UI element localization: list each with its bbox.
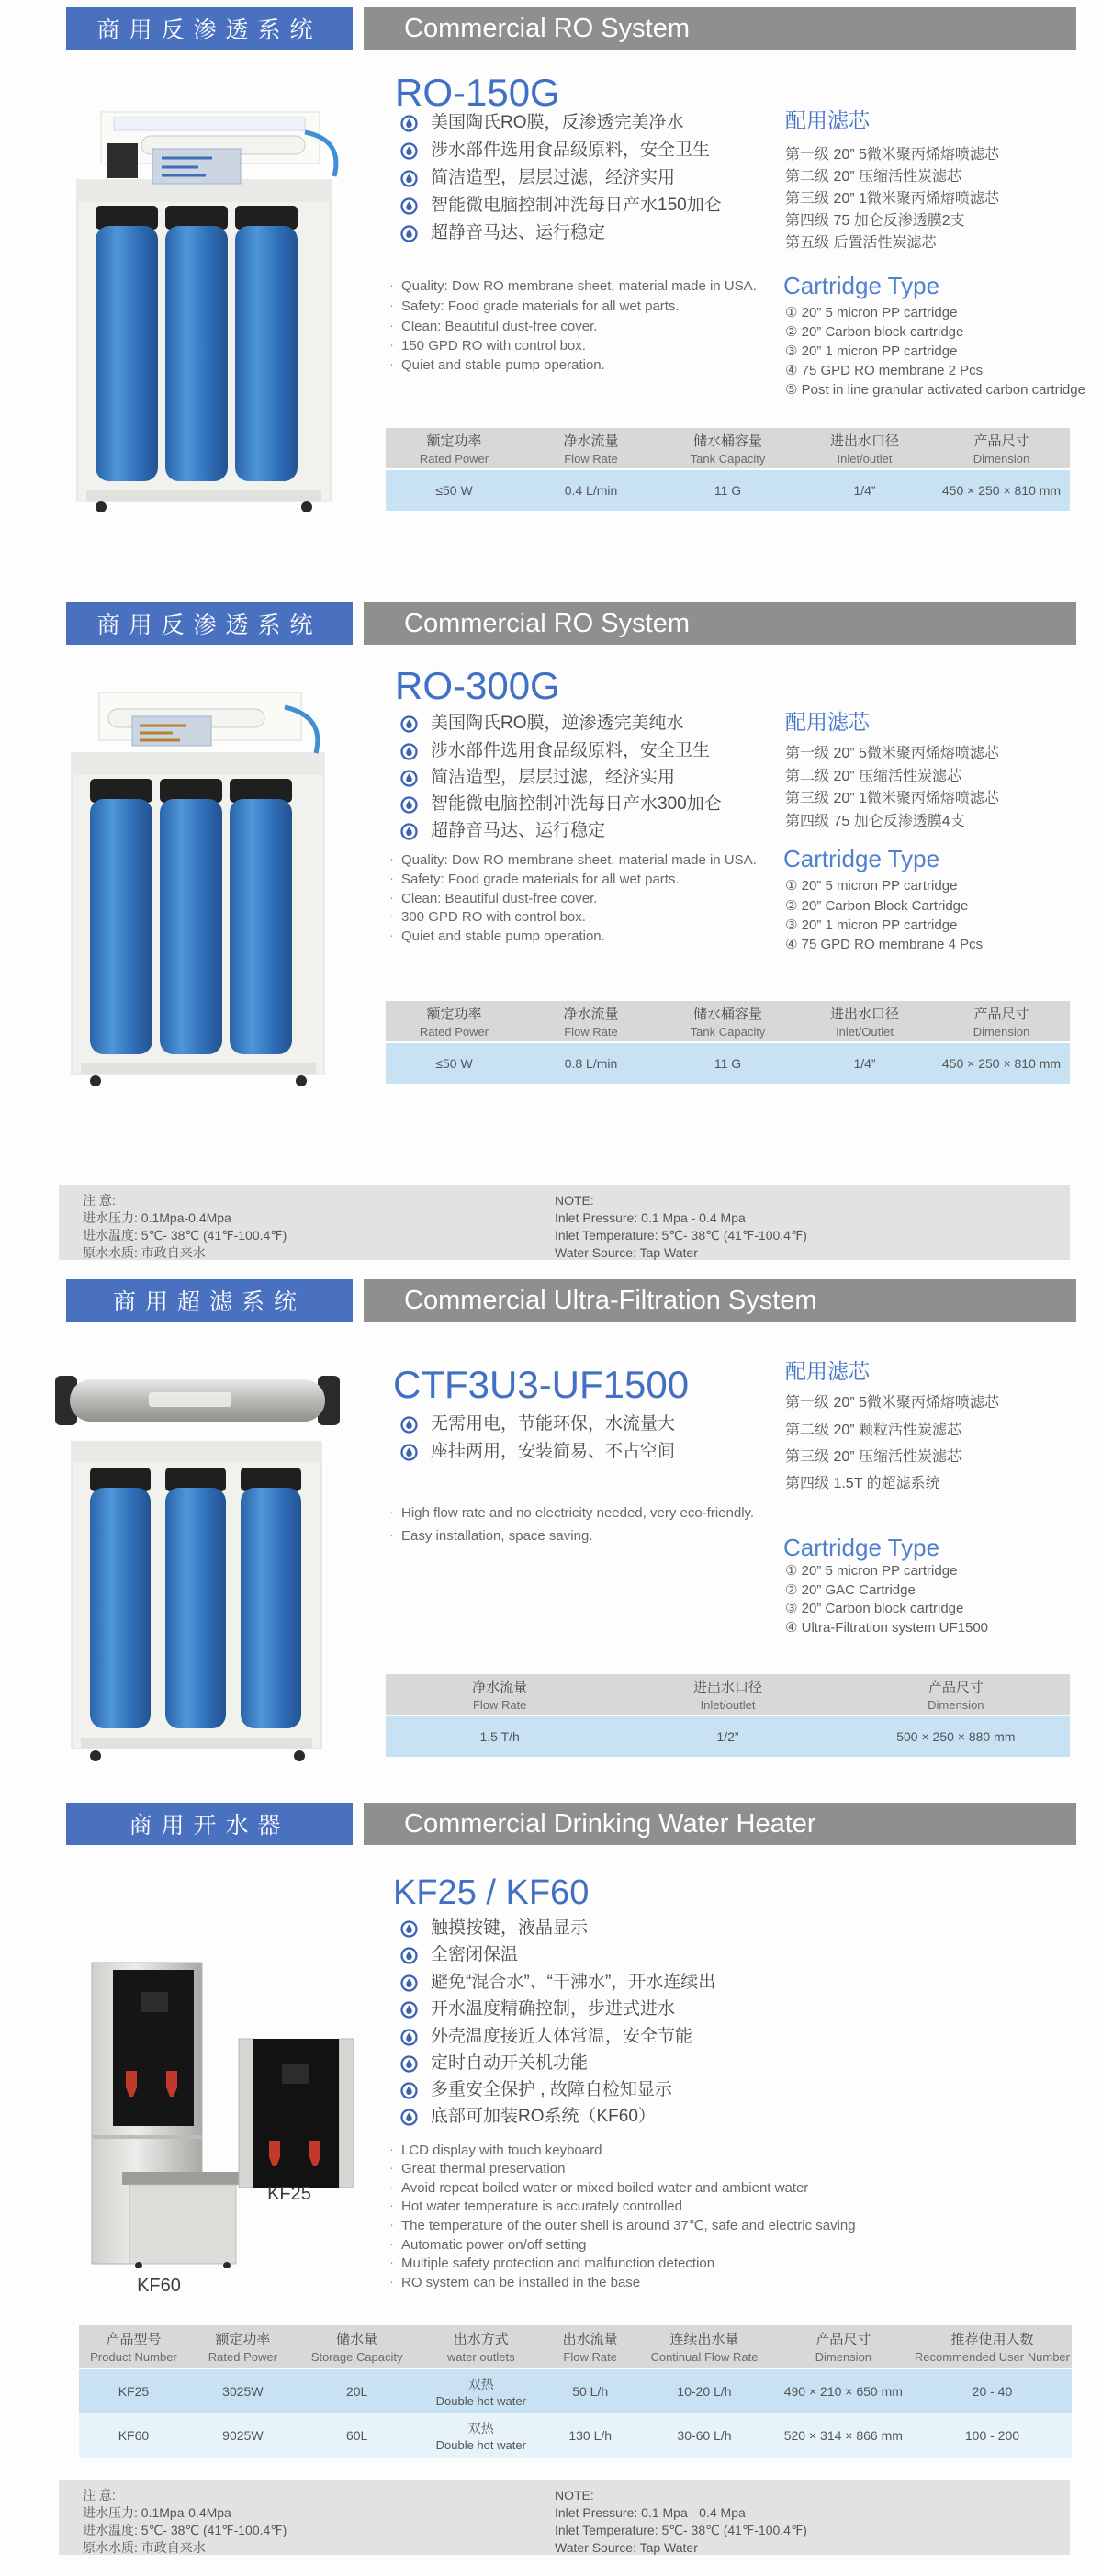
note-line: Water Source: Tap Water (555, 1245, 698, 1260)
water-drop-icon (400, 1920, 418, 1938)
feature-text-en: Multiple safety protection and malfunction detection (401, 2255, 715, 2271)
feature-text: 全密闭保温 (431, 1945, 519, 1964)
spec-table-header-row (386, 1001, 1070, 1041)
water-drop-icon (400, 197, 418, 215)
feature-text: 超静音马达、运行稳定 (431, 821, 606, 840)
cartridge-item: 第三级 20” 1微米聚丙烯熔喷滤芯 (785, 191, 999, 207)
feature-text: 美国陶氏RO膜，反渗透完美净水 (431, 113, 684, 132)
cartridge-heading-zh: 配用滤芯 (785, 1359, 870, 1383)
table-header-cell: 出水方式 water outlets (446, 2332, 515, 2364)
feature-text-en: Clean: Beautiful dust-free cover. (401, 891, 598, 906)
feature-item-en (389, 2180, 808, 2196)
feature-item (400, 2081, 672, 2100)
product-model-title: RO-300G (395, 664, 560, 707)
section-title-en: Commercial Drinking Water Heater (364, 1803, 1076, 1845)
feature-text: 简洁造型，层层过滤，经济实用 (431, 768, 676, 787)
table-header-cell: 进出水口径 Inlet/outlet (692, 1680, 762, 1712)
feature-text-en: The temperature of the outer shell is around 37℃, safe and electric saving (401, 2218, 856, 2233)
note-line: 原水水质: 市政自来水 (83, 1245, 206, 1260)
bullet-dot: · (389, 2160, 394, 2176)
section-header-ro300 (0, 602, 1102, 645)
cartridge-heading-zh: 配用滤芯 (785, 108, 870, 132)
feature-item (400, 795, 722, 815)
table-value-cell: ≤50 W (435, 1056, 473, 1071)
water-drop-icon (400, 115, 418, 132)
product-model-title: RO-150G (395, 71, 560, 114)
cartridge-heading-zh: 配用滤芯 (785, 710, 870, 734)
cartridge-heading-en: Cartridge Type (783, 845, 940, 872)
feature-text-en: 300 GPD RO with control box. (401, 909, 586, 925)
bullet-dot: · (389, 2274, 394, 2289)
feature-item (400, 1946, 518, 1965)
feature-text: 美国陶氏RO膜，逆渗透完美纯水 (431, 714, 684, 733)
table-value-cell: 1/2” (716, 1729, 739, 1744)
table-value-cell: 20 - 40 (972, 2384, 1013, 2399)
feature-text-en: High flow rate and no electricity needed, very eco-friendly. (401, 1505, 755, 1521)
feature-text-en: Safety: Food grade materials for all wet parts. (401, 872, 680, 887)
feature-item (400, 2028, 692, 2047)
table-value-cell: 500 × 250 × 880 mm (896, 1729, 1016, 1744)
table-value-cell: 490 × 210 × 650 mm (783, 2384, 903, 2399)
section-header-ro150 (0, 7, 1102, 50)
water-drop-icon (400, 1947, 418, 1964)
feature-item-en (389, 2199, 682, 2214)
table-header-cell: 净水流量 Flow Rate (563, 433, 619, 466)
feature-item-en (389, 2218, 856, 2233)
section-title-zh: 商用反渗透系统 (66, 602, 353, 645)
cartridge-item: 第三级 20” 压缩活性炭滤芯 (785, 1449, 962, 1465)
feature-item (400, 742, 710, 761)
feature-text-en: Avoid repeat boiled water or mixed boiled water and ambient water (401, 2180, 809, 2196)
cartridge-item: 第四级 75 加仑反渗透膜2支 (785, 213, 965, 229)
product-photo-uf1500 (39, 1355, 358, 1771)
table-header-cell: 产品尺寸 Dimension (973, 1007, 1030, 1039)
bullet-dot: · (389, 356, 394, 372)
table-value-cell: 1.5 T/h (479, 1729, 520, 1744)
section-title-en: Commercial RO System (364, 7, 1076, 50)
feature-item (400, 2108, 656, 2127)
table-value-cell: KF60 (118, 2428, 150, 2443)
spec-table-value-row (386, 470, 1070, 511)
section-title-zh: 商用开水器 (66, 1803, 353, 1845)
bullet-dot: · (389, 2236, 394, 2252)
water-drop-icon (400, 170, 418, 187)
cartridge-item-en: ② 20” Carbon block cartridge (785, 324, 964, 340)
feature-text: 智能微电脑控制冲洗每日产水150加仑 (431, 196, 722, 215)
section-title-zh: 商用反渗透系统 (66, 7, 353, 50)
feature-text-en: Quiet and stable pump operation. (401, 928, 605, 944)
table-value-cell: 60L (345, 2428, 368, 2443)
table-value-cell: ≤50 W (435, 483, 473, 498)
feature-item-en (389, 2143, 602, 2158)
feature-text: 智能微电脑控制冲洗每日产水300加仑 (431, 794, 722, 814)
spec-table-row-kf25 (79, 2369, 1072, 2413)
feature-text: 涉水部件选用食品级原料，安全卫生 (431, 741, 711, 760)
feature-item (400, 2000, 675, 2019)
bullet-dot: · (389, 928, 394, 943)
cartridge-item-en: ③ 20” Carbon block cartridge (785, 1601, 964, 1616)
cartridge-item: 第一级 20” 5微米聚丙烯熔喷滤芯 (785, 746, 999, 761)
outlet-zh: 双热 (467, 2421, 494, 2435)
water-drop-icon (400, 796, 418, 814)
note-en (555, 2488, 807, 2558)
product-label-kf60: KF60 (137, 2276, 181, 2296)
feature-text: 涉水部件选用食品级原料，安全卫生 (431, 141, 711, 160)
spec-table-header-row (79, 2325, 1072, 2368)
cartridge-item-en: ③ 20” 1 micron PP cartridge (785, 343, 958, 359)
table-value-cell (417, 2413, 546, 2458)
feature-text-en: Easy installation, space saving. (401, 1528, 593, 1544)
note-line: 原水水质: 市政自来水 (83, 2540, 206, 2555)
cartridge-item: 第三级 20” 1微米聚丙烯熔喷滤芯 (785, 791, 999, 806)
spec-table-header-row (386, 428, 1070, 468)
feature-text: 定时自动开关机功能 (431, 2053, 589, 2073)
cartridge-item: 第五级 后置活性炭滤芯 (785, 235, 937, 251)
feature-item-en (389, 278, 757, 294)
bullet-dot: · (389, 318, 394, 333)
note-block (59, 1185, 1070, 1260)
table-header-cell: 产品尺寸 Dimension (973, 433, 1030, 466)
cartridge-item: 第一级 20” 5微米聚丙烯熔喷滤芯 (785, 147, 999, 163)
feature-item-en (389, 2255, 714, 2271)
product-label-kf25: KF25 (267, 2184, 311, 2204)
table-value-cell: 10-20 L/h (677, 2384, 732, 2399)
note-line: Inlet Pressure: 0.1 Mpa - 0.4 Mpa (555, 1210, 746, 1225)
table-header-cell: 储水桶容量 Tank Capacity (690, 433, 766, 466)
section-title-zh: 商用超滤系统 (66, 1279, 353, 1322)
water-drop-icon (400, 2082, 418, 2099)
feature-text-en: Hot water temperature is accurately controlled (401, 2199, 682, 2214)
note-line: Inlet Temperature: 5℃- 38℃ (41℉-100.4℉) (555, 2523, 807, 2537)
feature-text-en: Great thermal preservation (401, 2161, 566, 2177)
table-header-cell: 净水流量 Flow Rate (563, 1007, 619, 1039)
table-header-cell: 推荐使用人数 Recommended User Number (914, 2332, 1070, 2364)
cartridge-item: 第一级 20” 5微米聚丙烯熔喷滤芯 (785, 1395, 999, 1411)
spec-table-ro150 (386, 428, 1070, 511)
feature-item (400, 769, 675, 788)
feature-text-en: Quiet and stable pump operation. (401, 357, 605, 373)
cartridge-item: 第二级 20” 颗粒活性炭滤芯 (785, 1423, 962, 1438)
spec-table-value-row (386, 1043, 1070, 1084)
table-value-cell: 450 × 250 × 810 mm (941, 483, 1062, 498)
cartridge-item: 第二级 20” 压缩活性炭滤芯 (785, 169, 962, 185)
outlet-en: Double hot water (435, 2394, 526, 2408)
table-header-cell: 额定功率 Rated Power (419, 1007, 489, 1039)
feature-text: 多重安全保护 , 故障自检知显示 (431, 2080, 672, 2099)
feature-item-en (389, 909, 586, 925)
feature-item (400, 1974, 715, 1993)
feature-text: 外壳温度接近人体常温，安全节能 (431, 2027, 693, 2046)
water-drop-icon (400, 2001, 418, 2019)
product-photo-kf60-kf25 (41, 1961, 372, 2268)
feature-item-en (389, 1505, 754, 1521)
table-value-cell: 1/4” (853, 483, 876, 498)
feature-item (400, 822, 605, 841)
note-line: NOTE: (555, 2488, 594, 2503)
table-header-cell: 储水桶容量 Tank Capacity (690, 1007, 766, 1039)
table-header-cell: 出水流量 Flow Rate (562, 2332, 618, 2364)
feature-text-en: Quality: Dow RO membrane sheet, material made in USA. (401, 278, 757, 294)
cartridge-item-en: ④ 75 GPD RO membrane 4 Pcs (785, 937, 984, 952)
cartridge-item-en: ① 20” 5 micron PP cartridge (785, 305, 958, 321)
water-drop-icon (400, 823, 418, 840)
water-drop-icon (400, 1974, 418, 1992)
cartridge-item-en: ④ 75 GPD RO membrane 2 Pcs (785, 363, 984, 378)
cartridge-item-en: ② 20” GAC Cartridge (785, 1582, 916, 1598)
table-value-cell (417, 2369, 546, 2413)
table-value-cell: 100 - 200 (964, 2428, 1020, 2443)
feature-item-en (389, 357, 605, 373)
table-header-cell: 进出水口径 Inlet/outlet (829, 433, 899, 466)
bullet-dot: · (389, 871, 394, 886)
table-header-cell: 额定功率 Rated Power (208, 2332, 277, 2364)
water-drop-icon (400, 2109, 418, 2126)
note-line: 注 意: (83, 1193, 116, 1208)
cartridge-item: 第四级 1.5T 的超滤系统 (785, 1476, 940, 1491)
table-value-cell: 20L (345, 2384, 368, 2399)
feature-text-en: Quality: Dow RO membrane sheet, material made in USA. (401, 852, 757, 868)
cartridge-item-en: ⑤ Post in line granular activated carbon cartridge (785, 382, 1085, 398)
feature-item (400, 1443, 675, 1462)
table-header-cell: 连续出水量 Continual Flow Rate (650, 2332, 759, 2364)
product-model-title: CTF3U3-UF1500 (393, 1363, 690, 1406)
note-line: NOTE: (555, 1193, 594, 1208)
feature-text: 触摸按键，液晶显示 (431, 1918, 589, 1938)
feature-item (400, 141, 710, 161)
table-header-cell: 储水量 Storage Capacity (310, 2332, 403, 2364)
feature-item-en (389, 928, 605, 944)
feature-item (400, 1415, 675, 1434)
feature-text-en: RO system can be installed in the base (401, 2275, 641, 2290)
cartridge-item-en: ① 20” 5 micron PP cartridge (785, 878, 958, 894)
feature-item-en (389, 2275, 640, 2290)
cartridge-item: 第二级 20” 压缩活性炭滤芯 (785, 769, 962, 784)
cartridge-item-en: ③ 20” 1 micron PP cartridge (785, 917, 958, 933)
water-drop-icon (400, 2055, 418, 2073)
cartridge-heading-en: Cartridge Type (783, 1534, 940, 1561)
feature-text: 底部可加装RO系统（KF60） (431, 2107, 656, 2126)
product-photo-ro150g (53, 97, 354, 516)
table-value-cell: 11 G (714, 483, 742, 498)
water-drop-icon (400, 225, 418, 242)
feature-text: 无需用电，节能环保，水流量大 (431, 1414, 676, 1434)
feature-item-en (389, 2237, 587, 2253)
product-model-title: KF25 / KF60 (393, 1873, 590, 1912)
table-value-cell: 450 × 250 × 810 mm (941, 1056, 1062, 1071)
spec-table-header-row (386, 1674, 1070, 1715)
water-drop-icon (400, 142, 418, 160)
bullet-dot: · (389, 890, 394, 906)
feature-text: 简洁造型，层层过滤，经济实用 (431, 168, 676, 187)
note-line: 进水压力: 0.1Mpa-0.4Mpa (83, 1210, 231, 1225)
outlet-zh: 双热 (467, 2377, 494, 2391)
water-drop-icon (400, 770, 418, 787)
water-drop-icon (400, 743, 418, 760)
water-drop-icon (400, 2029, 418, 2046)
table-value-cell: 50 L/h (572, 2384, 609, 2399)
feature-text-en: Clean: Beautiful dust-free cover. (401, 319, 598, 334)
table-header-cell: 产品尺寸 Dimension (928, 1680, 984, 1712)
note-zh (83, 1193, 287, 1263)
note-zh (83, 2488, 287, 2558)
table-value-cell: 9025W (222, 2428, 264, 2443)
feature-item (400, 714, 684, 734)
table-header-cell: 产品尺寸 Dimension (815, 2332, 872, 2364)
feature-text-en: LCD display with touch keyboard (401, 2143, 602, 2158)
bullet-dot: · (389, 2198, 394, 2213)
cartridge-item-en: ② 20” Carbon Block Cartridge (785, 898, 969, 914)
water-drop-icon (400, 1444, 418, 1461)
table-value-cell: 130 L/h (568, 2428, 613, 2443)
table-value-cell: 0.4 L/min (564, 483, 618, 498)
feature-item-en (389, 872, 680, 887)
bullet-dot: · (389, 851, 394, 867)
water-drop-icon (400, 1416, 418, 1434)
table-value-cell: 1/4” (853, 1056, 876, 1071)
section-title-en: Commercial Ultra-Filtration System (364, 1279, 1076, 1322)
table-value-cell: KF25 (118, 2384, 150, 2399)
feature-item-en (389, 1528, 592, 1544)
table-value-cell: 0.8 L/min (564, 1056, 618, 1071)
note-line: Inlet Temperature: 5℃- 38℃ (41℉-100.4℉) (555, 1228, 807, 1243)
feature-item-en (389, 298, 680, 314)
table-header-cell: 进出水口径 Inlet/Outlet (829, 1007, 899, 1039)
bullet-dot: · (389, 1504, 394, 1520)
spec-table-value-row (386, 1716, 1070, 1757)
table-header-cell: 净水流量 Flow Rate (472, 1680, 528, 1712)
feature-item-en (389, 891, 597, 906)
spec-table-kf (79, 2325, 1072, 2458)
feature-item (400, 114, 684, 133)
feature-text: 开水温度精确控制，步进式进水 (431, 1999, 676, 2019)
note-block (59, 2480, 1070, 2555)
feature-text-en: Automatic power on/off setting (401, 2237, 587, 2253)
note-line: Water Source: Tap Water (555, 2540, 698, 2555)
feature-item-en (389, 852, 757, 868)
note-en (555, 1193, 807, 1263)
feature-text: 避免“混合水”、“干沸水”，开水连续出 (431, 1973, 716, 1992)
product-photo-ro300g (44, 680, 352, 1088)
cartridge-item-en: ① 20” 5 micron PP cartridge (785, 1563, 958, 1579)
note-line: 注 意: (83, 2488, 116, 2503)
table-value-cell: 30-60 L/h (677, 2428, 732, 2443)
table-value-cell: 11 G (714, 1056, 742, 1071)
feature-item (400, 197, 722, 216)
bullet-dot: · (389, 1527, 394, 1543)
cartridge-item-en: ④ Ultra-Filtration system UF1500 (785, 1620, 989, 1636)
note-line: 进水压力: 0.1Mpa-0.4Mpa (83, 2505, 231, 2520)
feature-item-en (389, 338, 586, 354)
table-header-cell: 产品型号 Product Number (90, 2332, 177, 2364)
bullet-dot: · (389, 277, 394, 293)
bullet-dot: · (389, 2255, 394, 2270)
spec-table-row-kf60 (79, 2413, 1072, 2458)
bullet-dot: · (389, 298, 394, 313)
feature-text: 超静音马达、运行稳定 (431, 223, 606, 242)
feature-item (400, 169, 675, 188)
feature-item-en (389, 319, 597, 334)
feature-text-en: Safety: Food grade materials for all wet parts. (401, 298, 680, 314)
spec-table-ro300 (386, 1001, 1070, 1084)
bullet-dot: · (389, 337, 394, 353)
bullet-dot: · (389, 2179, 394, 2195)
table-value-cell: 520 × 314 × 866 mm (783, 2428, 903, 2443)
note-line: 进水温度: 5℃- 38℃ (41℉-100.4℉) (83, 2523, 287, 2537)
table-header-cell: 额定功率 Rated Power (419, 433, 489, 466)
table-value-cell: 3025W (222, 2384, 264, 2399)
feature-item (400, 1919, 588, 1939)
bullet-dot: · (389, 2142, 394, 2157)
feature-item (400, 224, 605, 243)
water-drop-icon (400, 715, 418, 733)
note-line: Inlet Pressure: 0.1 Mpa - 0.4 Mpa (555, 2505, 746, 2520)
feature-item (400, 2054, 588, 2074)
bullet-dot: · (389, 2217, 394, 2233)
note-line: 进水温度: 5℃- 38℃ (41℉-100.4℉) (83, 1228, 287, 1243)
spec-table-uf (386, 1674, 1070, 1757)
feature-item-en (389, 2161, 565, 2177)
section-title-en: Commercial RO System (364, 602, 1076, 645)
feature-text: 座挂两用，安装简易、不占空间 (431, 1442, 676, 1461)
section-header-kf (0, 1803, 1102, 1845)
outlet-en: Double hot water (435, 2438, 526, 2452)
cartridge-item: 第四级 75 加仑反渗透膜4支 (785, 814, 965, 829)
feature-text-en: 150 GPD RO with control box. (401, 338, 586, 354)
bullet-dot: · (389, 908, 394, 924)
cartridge-heading-en: Cartridge Type (783, 272, 940, 299)
section-header-uf (0, 1279, 1102, 1322)
